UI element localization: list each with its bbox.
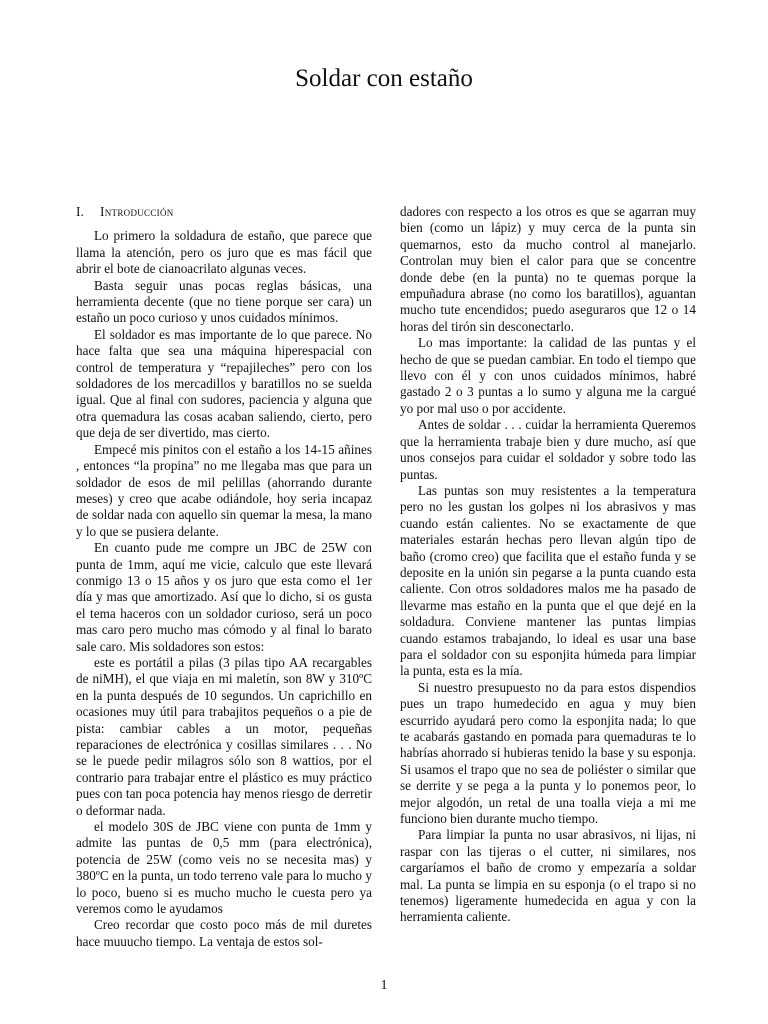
paragraph: El soldador es mas importante de lo que parece. No hace falta que sea una máquina hiperespacial con control de temperatura y “repajileches” pero con los soldadores de los mercadillos y baratillos no se suelda igual. Que al final con sudores, paciencia y alguna que otra quemadura las cosas acaban saliendo, cierto, pero que deja de ser divertido, mas cierto.	[76, 326, 372, 441]
paragraph: Para limpiar la punta no usar abrasivos, ni lijas, ni raspar con las tijeras o el cutter, ni similares, nos cargaríamos el baño de cromo y empezaría a soldar mal. La punta se limpia en su esponja (o el trapo si no tenemos) ligeramente humedecida en agua y con la herramienta caliente.	[400, 827, 696, 925]
paragraph: Si nuestro presupuesto no da para estos dispendios pues un trapo humedecido en agua y muy bien escurrido ayudará pero como la esponjita nada; lo que te acabarás gastando en pomada para quemaduras te lo habrías ahorrado si hubieras tenido la base y su esponja. Si usamos el trapo que no sea de poliéster o similar que se derrite y se pega a la punta y lo ponemos peor, lo mejor algodón, un retal de una toalla vieja a mi me funciono bien durante mucho tiempo.	[400, 679, 696, 827]
paragraph: este es portátil a pilas (3 pilas tipo AA recargables de niMH), el que viaja en mi maletín, son 8W y 310ºC en la punta después de 10 segundos. Un caprichillo en ocasiones muy útil para trabajitos pequeños o a pie de pista: cambiar cables a un motor, pequeñas reparaciones de electrónica y cosillas similares . . . No se le puede pedir milagros sólo son 8 wattios, por el contrario para trabajar entre el plástico es muy práctico pues con tan poca potencia hay menos riesgo de derretir o deformar nada.	[76, 654, 372, 818]
paragraph: el modelo 30S de JBC viene con punta de 1mm y admite las puntas de 0,5 mm (para electrónica), potencia de 25W (como veis no se necesita mas) y 380ºC en la punta, un todo terreno vale para lo mucho y lo poco, bueno si es mucho mucho le cuesta pero ya veremos como le ayudamos	[76, 819, 372, 917]
page-number: 1	[380, 978, 388, 993]
paragraph: Lo primero la soldadura de estaño, que parece que llama la atención, pero os juro que es mas fácil que abrir el bote de cianoacrilato algunas veces.	[76, 228, 372, 277]
paragraph: Creo recordar que costo poco más de mil duretes hace muuucho tiempo. La ventaja de estos sol-	[76, 917, 372, 949]
paragraph: Empecé mis pinitos con el estaño a los 14-15 añines , entonces “la propina” no me llegaba mas que para un soldador de esos de mil pelillas (ahorrando durante meses) y creo que acabe odiándole, hoy seria incapaz de soldar nada con aquello sin quemar la mesa, la mano y lo que se pusiera delante.	[76, 441, 372, 539]
right-column	[400, 204, 696, 926]
paragraph: Antes de soldar . . . cuidar la herramienta Queremos que la herramienta trabaje bien y dure mucho, así que unos consejos para cuidar el soldador y sobre todo las puntas.	[400, 417, 696, 482]
paragraph: Lo mas importante: la calidad de las puntas y el hecho de que se puedan cambiar. En todo el tiempo que llevo con él y con unos cuidados mínimos, habré gastado 2 o 3 puntas a lo sumo y alguna me la cargué yo por mal uso o por accidente.	[400, 335, 696, 416]
section-title: Introducción	[100, 204, 174, 219]
paragraph: Las puntas son muy resistentes a la temperatura pero no les gustan los golpes ni los abrasivos y mas cuando están calientes. No se exactamente de que materiales estarán hechas pero llevan algún tipo de baño (cromo creo) que facilita que el estaño funda y se deposite en la unión sin pegarse a la punta cuando esta caliente. Con otros soldadores malos me ha pasado de llevarme mas estaño en la punta que el que dejé en la soldadura. Conviene mantener las puntas limpias cuando estamos trabajando, lo ideal es usar una base para el soldador con su esponjita húmeda para limpiar la punta, esta es la mía.	[400, 482, 696, 679]
paragraph: En cuanto pude me compre un JBC de 25W con punta de 1mm, aquí me vicie, calculo que este llevará conmigo 13 o 15 años y os juro que esta como el 1er día y mas que amortizado. Así que lo dicho, si os gusta el tema haceros con un soldador curioso, será un poco mas caro pero mucho mas cómodo y al final lo barato sale caro. Mis soldadores son estos:	[76, 540, 372, 654]
section-number: I.	[76, 204, 84, 219]
left-column	[76, 204, 372, 950]
paragraph: Basta seguir unas pocas reglas básicas, una herramienta decente (que no tiene porque ser cara) un estaño un poco curioso y unos cuidados mínimos.	[76, 277, 372, 326]
document-title: Soldar con estaño	[295, 65, 473, 92]
section-heading	[76, 204, 372, 220]
paragraph-continuation: dadores con respecto a los otros es que se agarran muy bien (como un lápiz) y muy cerca de la punta sin quemarnos, esto da mucho control al manejarlo. Controlan muy bien el calor para que se concentre donde debe (en la punta) no te quemas porque la empuñadura abrase (no como los baratillos), aguantan mucho tute encendidos; puedo aseguraros que 12 o 14 horas del tirón sin desconectarlo.	[400, 204, 696, 334]
